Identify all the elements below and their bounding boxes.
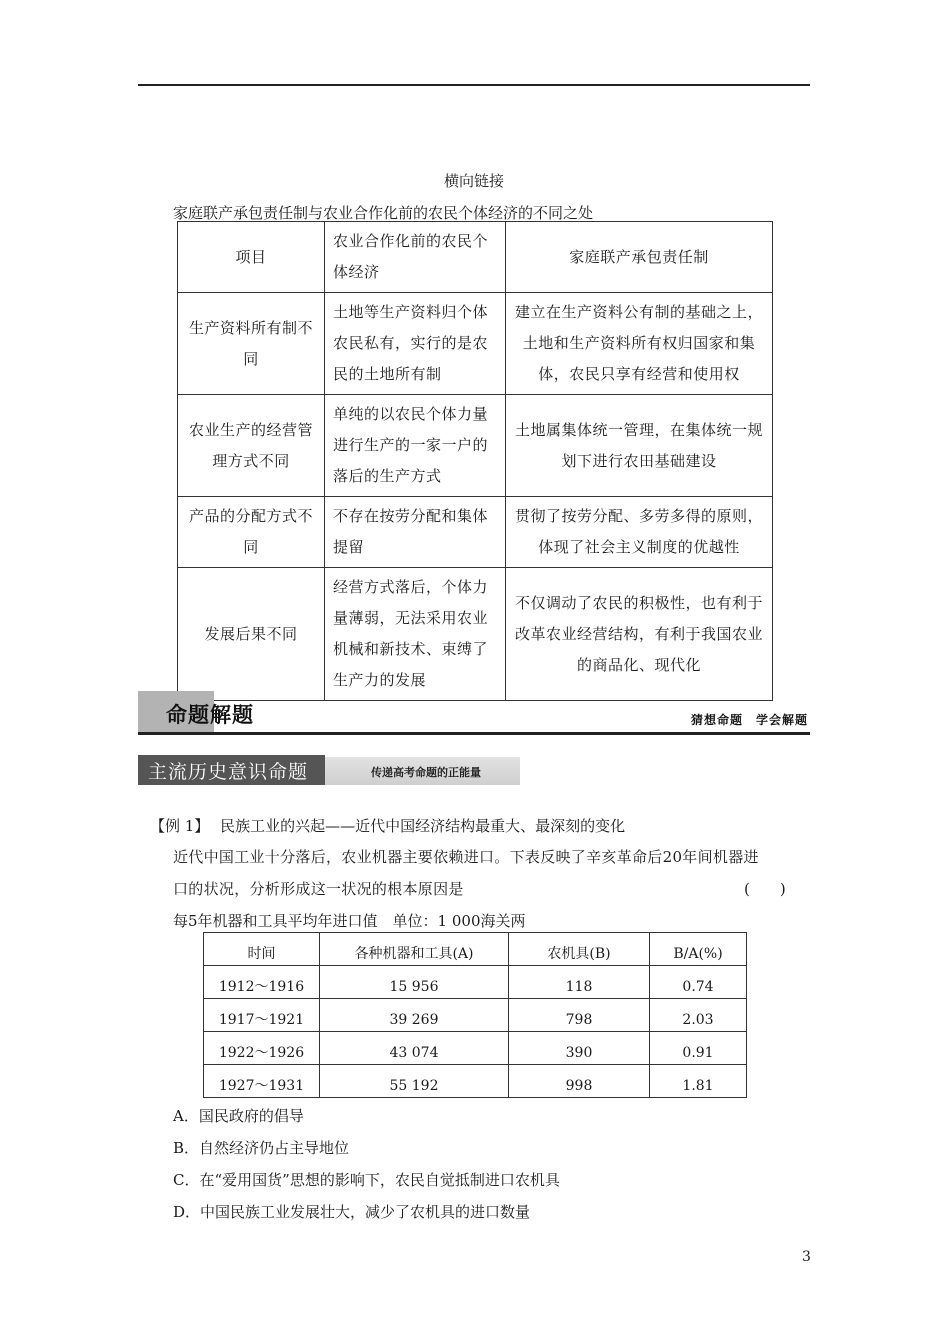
banner-rule <box>138 732 810 735</box>
option-b: B．自然经济仍占主导地位 <box>173 1139 350 1157</box>
cell-period: 1917～1921 <box>204 999 320 1032</box>
section-title: 横向链接 <box>443 172 504 190</box>
cell-farm-tools: 798 <box>509 999 650 1032</box>
header-item: 项目 <box>178 222 325 293</box>
table-row <box>204 1032 747 1065</box>
table-row <box>178 293 773 395</box>
cell-machines: 39 269 <box>320 999 509 1032</box>
banner-problem-solving <box>138 691 810 735</box>
row-individual: 土地等生产资料归个体农民私有，实行的是农民的土地所有制 <box>325 293 506 395</box>
answer-blank: ( ) <box>744 880 786 898</box>
row-item: 农业生产的经营管理方式不同 <box>178 395 325 497</box>
option-c: C．在“爱用国货”思想的影响下，农民自觉抵制进口农机具 <box>173 1171 560 1189</box>
banner-mainstream-history <box>138 755 520 785</box>
table-header-row <box>178 222 773 293</box>
example-title: 民族工业的兴起——近代中国经济结构最重大、最深刻的变化 <box>220 817 626 835</box>
table2-caption: 每5年机器和工具平均年进口值 单位：1 000海关两 <box>173 912 526 930</box>
header-rule <box>138 84 810 86</box>
table-row <box>204 1065 747 1098</box>
option-a: A．国民政府的倡导 <box>173 1107 304 1125</box>
comparison-table <box>177 221 773 701</box>
header-period: 时间 <box>204 933 320 966</box>
example-label: 【例 1】 <box>150 817 210 835</box>
cell-period: 1922～1926 <box>204 1032 320 1065</box>
cell-ratio: 1.81 <box>650 1065 747 1098</box>
table-row <box>204 999 747 1032</box>
cell-farm-tools: 998 <box>509 1065 650 1098</box>
cell-ratio: 0.74 <box>650 966 747 999</box>
cell-farm-tools: 118 <box>509 966 650 999</box>
cell-machines: 43 074 <box>320 1032 509 1065</box>
table-row <box>204 966 747 999</box>
table1-caption: 家庭联产承包责任制与农业合作化前的农民个体经济的不同之处 <box>173 204 594 222</box>
header-ratio: B/A(%) <box>650 933 747 966</box>
row-household: 建立在生产资料公有制的基础之上，土地和生产资料所有权归国家和集体，农民只享有经营和使用权 <box>506 293 773 395</box>
row-item: 产品的分配方式不同 <box>178 497 325 568</box>
row-item: 生产资料所有制不同 <box>178 293 325 395</box>
example-stem-line1: 近代中国工业十分落后，农业机器主要依赖进口。下表反映了辛亥革命后20年间机器进 <box>173 848 759 866</box>
banner-tagline: 猜想命题 学会解题 <box>690 713 808 727</box>
row-individual: 经营方式落后，个体力量薄弱，无法采用农业机械和新技术、束缚了生产力的发展 <box>325 568 506 701</box>
table-header-row <box>204 933 747 966</box>
table-row <box>178 568 773 701</box>
row-individual: 单纯的以农民个体力量进行生产的一家一户的落后的生产方式 <box>325 395 506 497</box>
row-household: 土地属集体统一管理，在集体统一规划下进行农田基础建设 <box>506 395 773 497</box>
banner2-title: 主流历史意识命题 <box>148 761 309 783</box>
page-number: 3 <box>802 1249 811 1265</box>
banner-title: 命题解题 <box>166 703 254 727</box>
cell-machines: 15 956 <box>320 966 509 999</box>
row-individual: 不存在按劳分配和集体提留 <box>325 497 506 568</box>
cell-ratio: 2.03 <box>650 999 747 1032</box>
header-farm-tools: 农机具(B) <box>509 933 650 966</box>
header-machines: 各种机器和工具(A) <box>320 933 509 966</box>
row-item: 发展后果不同 <box>178 568 325 701</box>
table-row <box>178 395 773 497</box>
banner2-subtitle: 传递高考命题的正能量 <box>371 766 481 779</box>
cell-farm-tools: 390 <box>509 1032 650 1065</box>
option-d: D．中国民族工业发展壮大，减少了农机具的进口数量 <box>173 1203 531 1221</box>
header-individual-economy: 农业合作化前的农民个体经济 <box>325 222 506 293</box>
cell-machines: 55 192 <box>320 1065 509 1098</box>
cell-ratio: 0.91 <box>650 1032 747 1065</box>
cell-period: 1912～1916 <box>204 966 320 999</box>
import-table <box>203 932 747 1098</box>
header-household-responsibility: 家庭联产承包责任制 <box>506 222 773 293</box>
row-household: 贯彻了按劳分配、多劳多得的原则，体现了社会主义制度的优越性 <box>506 497 773 568</box>
row-household: 不仅调动了农民的积极性，也有利于改革农业经营结构，有利于我国农业的商品化、现代化 <box>506 568 773 701</box>
cell-period: 1927～1931 <box>204 1065 320 1098</box>
example-stem-line2: 口的状况，分析形成这一状况的根本原因是 <box>173 880 464 898</box>
table-row <box>178 497 773 568</box>
example-heading <box>150 815 625 836</box>
